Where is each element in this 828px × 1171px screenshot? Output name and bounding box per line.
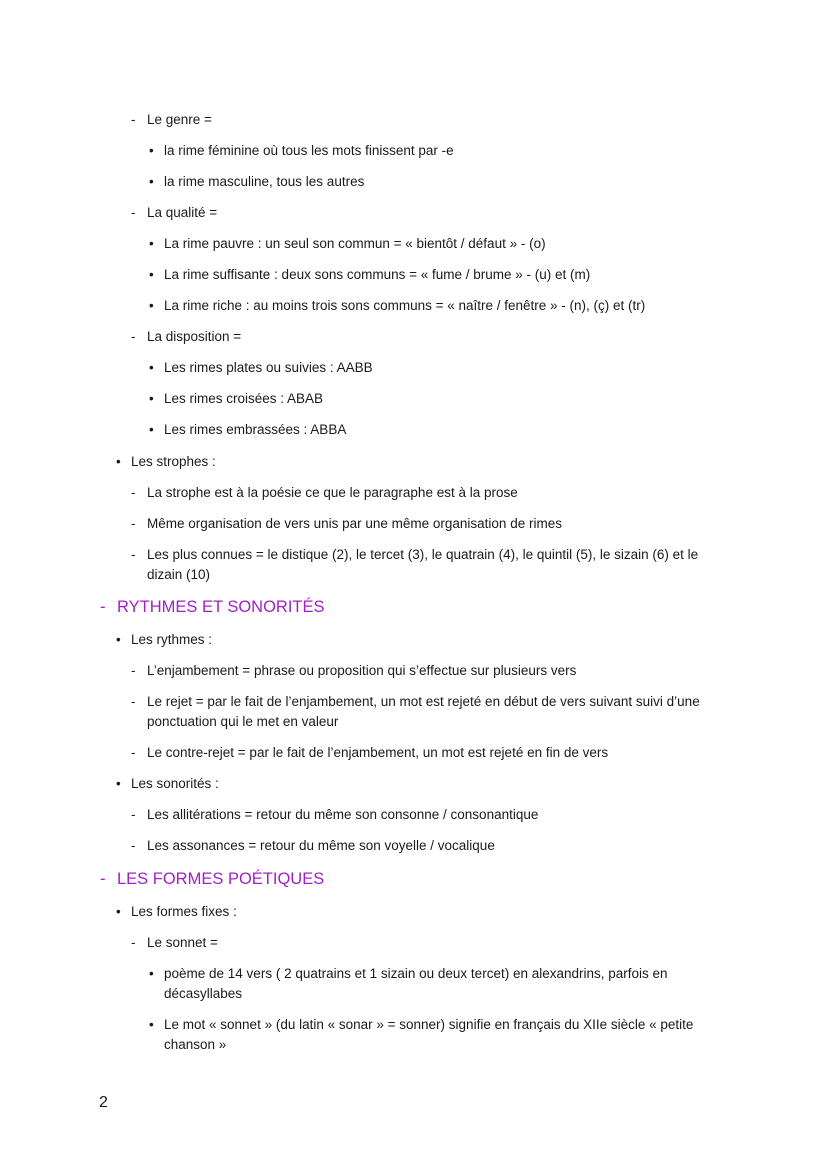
dash-marker: - <box>131 329 136 344</box>
list-item: La rime riche : au moins trois sons communs = « naître / fenêtre » - (n), (ç) et (tr) <box>164 298 646 313</box>
dash-marker: - <box>131 694 136 709</box>
list-item-continuation: ponctuation qui le met en valeur <box>147 714 339 729</box>
list-item: Les assonances = retour du même son voyelle / vocalique <box>147 838 495 853</box>
bullet-marker: • <box>149 1017 154 1032</box>
dash-marker: - <box>131 547 136 562</box>
list-item: Le mot « sonnet » (du latin « sonar » = sonner) signifie en français du XIIe siècle « petite <box>164 1017 694 1032</box>
list-item: Le rejet = par le fait de l’enjambement, un mot est rejeté en début de vers suivant suivi d’une <box>147 694 700 709</box>
dash-marker: - <box>131 516 136 531</box>
heading-dash-marker: - <box>100 870 106 888</box>
bullet-marker: • <box>116 454 121 469</box>
bullet-marker: • <box>116 776 121 791</box>
list-item: Même organisation de vers unis par une même organisation de rimes <box>147 516 562 531</box>
list-item: la rime féminine où tous les mots finissent par -e <box>164 143 454 158</box>
bullet-marker: • <box>149 298 154 313</box>
dash-marker: - <box>131 663 136 678</box>
list-item-formes-fixes: Les formes fixes : <box>131 904 237 919</box>
list-item-sonnet: Le sonnet = <box>147 935 218 950</box>
list-item: Les rimes croisées : ABAB <box>164 391 324 406</box>
list-item-continuation: décasyllabes <box>164 986 243 1001</box>
list-item-disposition: La disposition = <box>147 329 242 344</box>
list-item: La rime suffisante : deux sons communs = « fume / brume » - (u) et (m) <box>164 267 591 282</box>
bullet-marker: • <box>149 143 154 158</box>
page-number: 2 <box>99 1094 108 1111</box>
bullet-marker: • <box>149 174 154 189</box>
list-item: La strophe est à la poésie ce que le paragraphe est à la prose <box>147 485 518 500</box>
list-item: Les rimes embrassées : ABBA <box>164 422 347 437</box>
dash-marker: - <box>131 838 136 853</box>
dash-marker: - <box>131 935 136 950</box>
list-item: L’enjambement = phrase ou proposition qui s’effectue sur plusieurs vers <box>147 663 577 678</box>
dash-marker: - <box>131 112 136 127</box>
list-item: poème de 14 vers ( 2 quatrains et 1 sizain ou deux tercet) en alexandrins, parfois en <box>164 966 668 981</box>
list-item: Les rimes plates ou suivies : AABB <box>164 360 373 375</box>
list-item-continuation: dizain (10) <box>147 567 211 582</box>
dash-marker: - <box>131 745 136 760</box>
bullet-marker: • <box>149 391 154 406</box>
section-heading-rythmes: RYTHMES ET SONORITÉS <box>117 598 325 616</box>
list-item: Le contre-rejet = par le fait de l’enjambement, un mot est rejeté en fin de vers <box>147 745 609 760</box>
list-item: Les plus connues = le distique (2), le tercet (3), le quatrain (4), le quintil (5), le sizain (6) et le <box>147 547 699 562</box>
list-item-sonorites: Les sonorités : <box>131 776 219 791</box>
dash-marker: - <box>131 205 136 220</box>
bullet-marker: • <box>149 267 154 282</box>
dash-marker: - <box>131 485 136 500</box>
bullet-marker: • <box>149 360 154 375</box>
bullet-marker: • <box>149 422 154 437</box>
list-item-continuation: chanson » <box>164 1037 227 1052</box>
list-item: La rime pauvre : un seul son commun = « bientôt / défaut » - (o) <box>164 236 546 251</box>
bullet-marker: • <box>149 966 154 981</box>
section-heading-formes: LES FORMES POÉTIQUES <box>117 870 325 888</box>
bullet-marker: • <box>116 904 121 919</box>
list-item-genre: Le genre = <box>147 112 212 127</box>
list-item-strophes: Les strophes : <box>131 454 216 469</box>
list-item-qualite: La qualité = <box>147 205 218 220</box>
list-item: la rime masculine, tous les autres <box>164 174 365 189</box>
bullet-marker: • <box>116 632 121 647</box>
heading-dash-marker: - <box>100 598 106 616</box>
list-item: Les allitérations = retour du même son consonne / consonantique <box>147 807 539 822</box>
dash-marker: - <box>131 807 136 822</box>
list-item-rythmes: Les rythmes : <box>131 632 213 647</box>
bullet-marker: • <box>149 236 154 251</box>
